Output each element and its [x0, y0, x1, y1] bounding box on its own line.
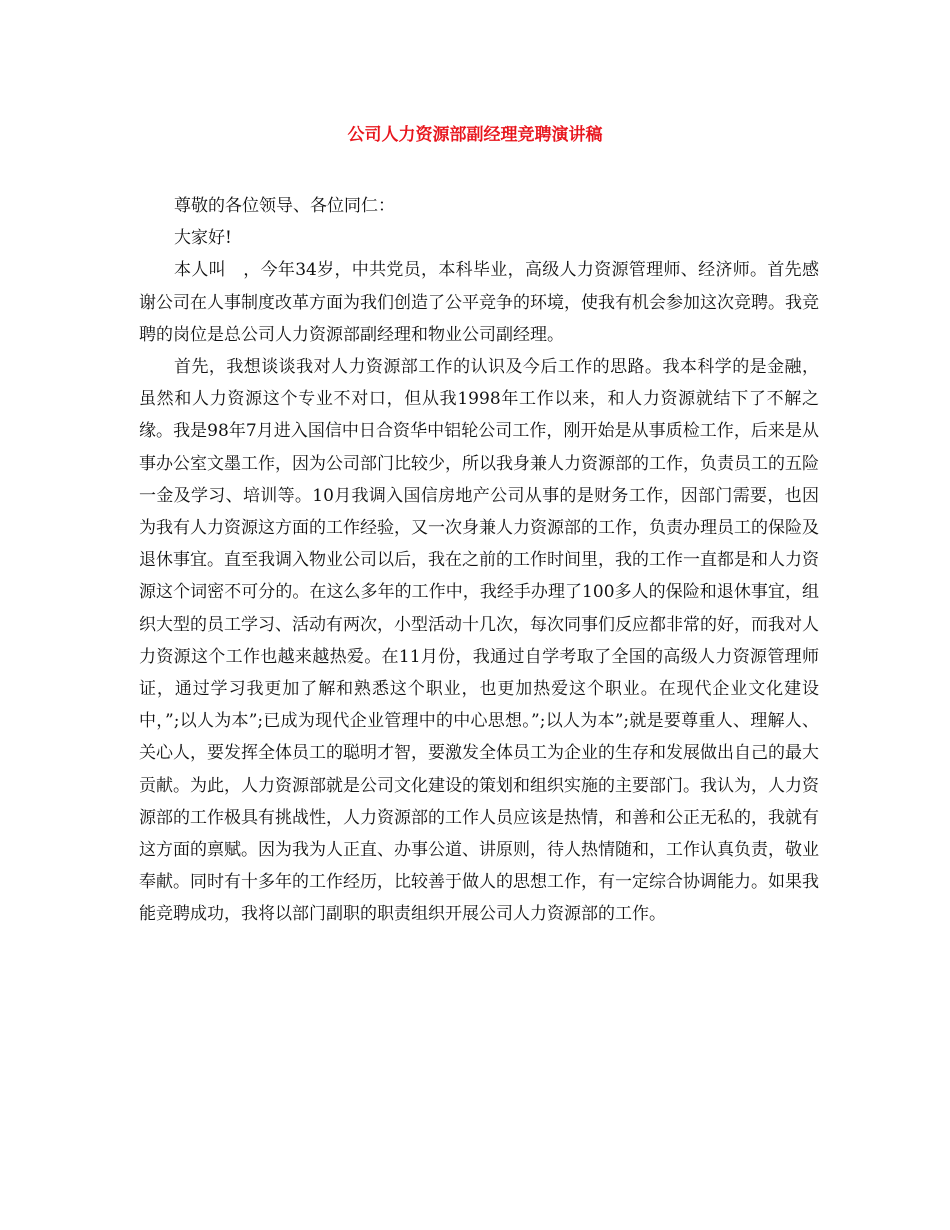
introduction-paragraph: 本人叫 ，今年34岁，中共党员，本科毕业，高级人力资源管理师、经济师。首先感谢公司在人事制度改革方面为我们创造了公平竞争的环境，使我有机会参加这次竞聘。我竞聘的岗位是总公司人力资源部副经理和物业公司副经理。 [139, 260, 819, 345]
greeting: 大家好! [174, 228, 232, 249]
salutation: 尊敬的各位领导、各位同仁： [174, 196, 395, 216]
work-understanding-paragraph: 首先，我想谈谈我对人力资源部工作的认识及今后工作的思路。我本科学的是金融，虽然和人力资源这个专业不对口，但从我1998年工作以来，和人力资源就结下了不解之缘。我是98年7月进入国信中日合资华中铝轮公司工作，刚开始是从事质检工作，后来是从事办公室文墨工作，因为公司部门比较少，所以我身兼人力资源部的工作，负责员工的五险一金及学习、培训等。10月我调入国信房地产公司从事的是财务工作，因部门需要，也因为我有人力资源这方面的工作经验，又一次身兼人力资源部的工作，负责办理员工的保险及退休事宜。直至我调入物业公司以后，我在之前的工作时间里，我的工作一直都是和人力资源这个词密不可分的。在这么多年的工作中，我经手办理了100多人的保险和退休事宜，组织大型的员工学习、活动有两次，小型活动十几次，每次同事们反应都非常的好，而我对人力资源这个工作也越来越热爱。在11月份，我通过自学考取了全国的高级人力资源管理师证，通过学习我更加了解和熟悉这个职业，也更加热爱这个职业。在现代企业文化建设中，”;以人为本”;已成为现代企业管理中的中心思想。”;以人为本”;就是要尊重人、理解人、关心人，要发挥全体员工的聪明才智，要激发全体员工为企业的生存和发展做出自己的最大贡献。为此，人力资源部就是公司文化建设的策划和组织实施的主要部门。我认为，人力资源部的工作极具有挑战性，人力资源部的工作人员应该是热情，和善和公正无私的，我就有这方面的禀赋。因为我为人正直、办事公道、讲原则，待人热情随和，工作认真负责，敬业奉献。同时有十多年的工作经历，比较善于做人的思想工作，有一定综合协调能力。如果我能竞聘成功，我将以部门副职的职责组织开展公司人力资源部的工作。 [139, 357, 819, 925]
document-title: 公司人力资源部副经理竞聘演讲稿 [347, 125, 603, 145]
document-body [139, 190, 819, 931]
